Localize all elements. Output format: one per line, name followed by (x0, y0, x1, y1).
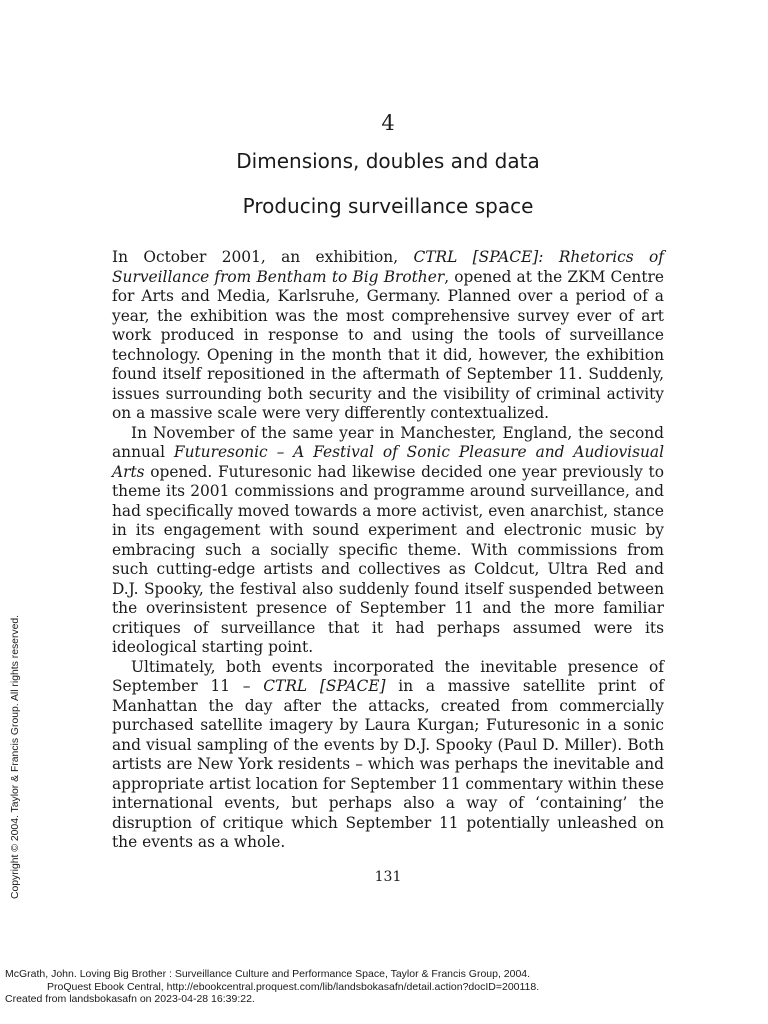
citation-footer (5, 968, 539, 1006)
paragraph-1-text: In October 2001, an exhibition, (112, 248, 414, 266)
paragraph-1 (112, 248, 664, 424)
paragraph-2-text: In November of the same year in Manchester, England, the second annual (112, 423, 664, 461)
footer-source-link[interactable]: ProQuest Ebook Central, http://ebookcentral.proquest.com/lib/landsbokasafn/detail.action?docID=200118. (47, 980, 540, 993)
chapter-number: 4 (381, 111, 395, 135)
paragraph-1-text-cont: , opened at the ZKM Centre for Arts and Media, Karlsruhe, Germany. Planned over a period of a year, the exhibition was the most comprehensive survey ever of art work produced in response to and using the tools of surveillance technology. Opening in the month that it did, however, the exhibition found itself repositioned in the aftermath of September 11. Suddenly, issues surrounding both security and the visibility of criminal activity on a massive scale were very differently contextualized. (112, 267, 664, 422)
exhibition-short-title: CTRL [SPACE] (263, 677, 386, 695)
footer-created: Created from landsbokasafn on 2023-04-28 16:39:22. (5, 993, 255, 1005)
paragraph-2 (112, 424, 664, 658)
footer-citation: McGrath, John. Loving Big Brother : Surveillance Culture and Performance Space, Taylor & Francis Group, 2004. (5, 968, 531, 980)
paragraph-3 (112, 658, 664, 853)
festival-title: Futuresonic – A Festival of Sonic Pleasure and Audiovisual Arts (112, 443, 664, 481)
page-number: 131 (374, 869, 402, 885)
paragraph-3-text-cont: in a massive satellite print of Manhattan the day after the attacks, created from commercially purchased satellite imagery by Laura Kurgan; Futuresonic in a sonic and visual sampling of the events by D.J. Spooky (Paul D. Miller). Both artists are New York residents – which was perhaps the inevitable and appropriate artist location for September 11 commentary within these international events, but perhaps also a way of ‘containing’ the disruption of critique which September 11 potentially unleashed on the events as a whole. (112, 677, 664, 851)
paragraph-3-text: Ultimately, both events incorporated the inevitable presence of September 11 – (112, 657, 664, 695)
paragraph-2-text-cont: opened. Futuresonic had likewise decided one year previously to theme its 2001 commissions and programme around surveillance, and had specifically moved towards a more activist, even anarchist, stance in its engagement with sound experiment and electronic music by embracing such a socially specific theme. With commissions from such cutting-edge artists and collectives as Coldcut, Ultra Red and D.J. Spooky, the festival also suddenly found itself suspended between the overinsistent presence of September 11 and the more familiar critiques of surveillance that it had perhaps assumed were its ideological starting point. (112, 462, 664, 656)
side-copyright-text: Copyright © 2004. Taylor & Francis Group. All rights reserved. (10, 614, 21, 900)
chapter-title: Dimensions, doubles and data (236, 149, 540, 173)
body-text (112, 248, 664, 853)
chapter-subtitle: Producing surveillance space (242, 194, 534, 218)
exhibition-title: CTRL [SPACE]: Rhetorics of Surveillance from Bentham to Big Brother (112, 248, 664, 286)
